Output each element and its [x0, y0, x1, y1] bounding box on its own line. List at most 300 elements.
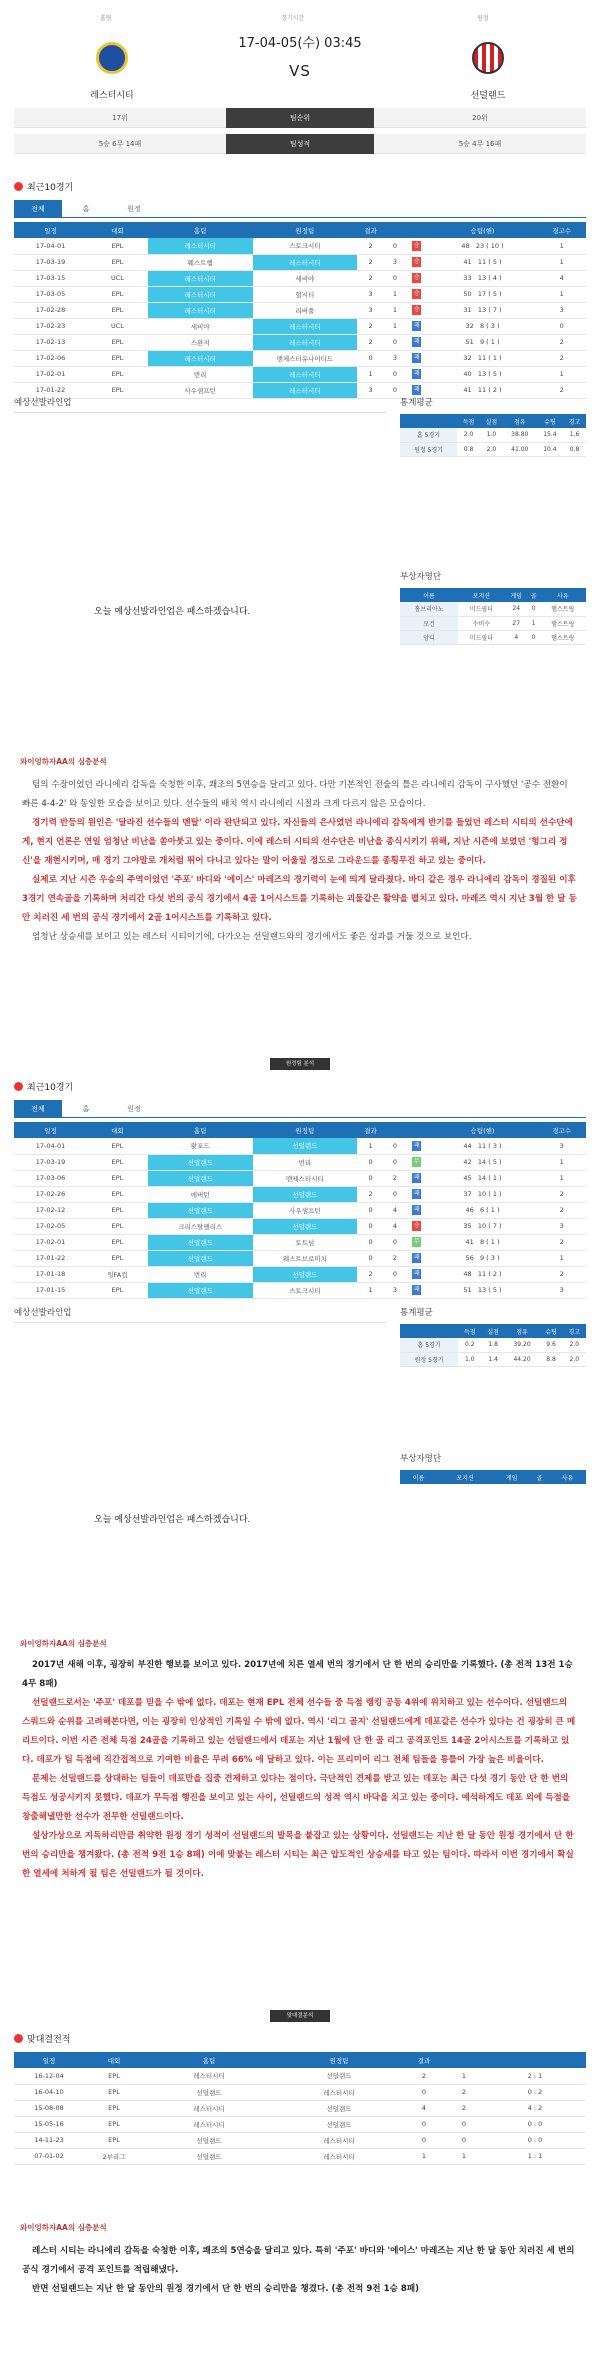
competition: EPL [87, 1250, 148, 1266]
possession: 51 [463, 1286, 472, 1294]
result-badge: 패 [413, 1254, 420, 1261]
result-badge: 패 [413, 322, 420, 329]
tab-all[interactable]: 전체 [14, 1100, 62, 1118]
home-team-cell[interactable]: 레스터시티 [144, 2100, 274, 2116]
result-badge: 승 [413, 258, 420, 265]
result-cell [406, 238, 428, 254]
home-team-cell[interactable]: 레스터시티 [144, 2068, 274, 2084]
column-header: 원정팀 [274, 2052, 404, 2068]
result-cell [406, 366, 428, 382]
home-recent-tabs [14, 200, 586, 218]
score-away: 4 [384, 1218, 406, 1234]
shots: 17 ( 5 ) [477, 290, 502, 298]
column-header: 득점 [458, 1324, 481, 1338]
section-bullet-icon [14, 1082, 23, 1091]
competition: EPL [87, 1138, 148, 1154]
cards: 2 [537, 334, 586, 350]
result-cell [406, 1250, 428, 1266]
column-header: 슈팅 [539, 1324, 562, 1338]
away-team-cell[interactable]: 레스터시티 [253, 334, 358, 350]
match-date: 17-01-22 [14, 382, 87, 398]
result-badge: 패 [413, 1141, 420, 1149]
result-badge: 패 [413, 1190, 420, 1197]
stat-cell: 10.4 [537, 442, 563, 456]
shots: 10 ( 1 ) [477, 1190, 502, 1198]
column-header: 포지션 [437, 1470, 493, 1484]
column-header: 결과 [357, 1122, 384, 1138]
injury-cell: 0 [528, 630, 540, 644]
home-analysis [22, 776, 578, 947]
column-header: 결과 [404, 2052, 444, 2068]
table-row[interactable] [14, 2116, 586, 2132]
away-team-cell[interactable]: 스토크시티 [253, 238, 358, 254]
away-team-cell[interactable]: 리버풀 [253, 302, 358, 318]
away-team-cell[interactable]: 사우샘프턴 [253, 1202, 358, 1218]
home-team-cell[interactable]: 선덜랜드 [148, 1282, 253, 1298]
shots: 14 ( 5 ) [477, 1158, 502, 1166]
shots: 10 ( 7 ) [477, 1222, 502, 1230]
possession: 46 [465, 1206, 474, 1214]
column-header: 골 [530, 1470, 549, 1484]
competition: EPL [87, 1170, 148, 1186]
table-row[interactable] [14, 334, 586, 350]
possession: 51 [465, 338, 474, 346]
score-home: 0 [404, 2132, 444, 2148]
cards: 1 [537, 1154, 586, 1170]
competition: EPL [87, 1186, 148, 1202]
column-header: 실점 [481, 1324, 504, 1338]
away-team-cell[interactable]: 레스터시티 [253, 382, 358, 398]
tab-away[interactable]: 원정 [127, 205, 141, 213]
home-team-name[interactable]: 레스터시티 [90, 91, 134, 101]
home-label: 홈팀 [100, 15, 112, 22]
competition: EPL [84, 2068, 144, 2084]
result-badge: 패 [413, 1270, 420, 1277]
away-team-cell[interactable]: 레스터시티 [253, 318, 358, 334]
away-lineup-title: 예상선발라인업 [14, 1308, 72, 1318]
score-away: 0 [384, 366, 406, 382]
score-away: 0 [384, 1266, 406, 1282]
away-team-cell[interactable]: 선덜랜드 [253, 1218, 358, 1234]
result-cell [406, 254, 428, 270]
cards: 2 [537, 1234, 586, 1250]
competition: EPL [87, 382, 148, 398]
table-row[interactable] [14, 1202, 586, 1218]
h2h-divider: 맞대결분석 [270, 2010, 330, 2022]
column-header: 이름 [400, 588, 458, 602]
odds-cell [428, 1282, 538, 1298]
table-row[interactable] [14, 1186, 586, 1202]
table-row[interactable] [14, 1250, 586, 1266]
away-team-cell[interactable]: 레스터시티 [253, 254, 358, 270]
table-row [400, 1352, 586, 1366]
score-home: 1 [357, 366, 384, 382]
away-team-cell[interactable]: 레스터시티 [253, 366, 358, 382]
away-team-cell[interactable]: 맨체스터시티 [253, 1170, 358, 1186]
result-badge: 무 [413, 1158, 420, 1165]
competition: 2부리그 [84, 2148, 144, 2164]
away-team-cell[interactable]: 선덜랜드 [274, 2116, 404, 2132]
match-date: 17-02-13 [14, 334, 87, 350]
home-team-cell[interactable]: 사우샘프턴 [148, 382, 253, 398]
away-team-cell[interactable]: 웨스트브로미치 [253, 1250, 358, 1266]
competition: EPL [87, 350, 148, 366]
injury-cell: 미드필더 [458, 602, 505, 616]
shots: 11 ( 3 ) [477, 1141, 502, 1150]
home-analysis-paragraph: 경기력 반등의 원인은 '달라진 선수들의 멘탈' 이라 판단되고 있다. 자신들의 은사였던 라니에리 감독에게 반기를 들었던 레스터 시티의 선수단에게, 현지 언론은 연일 엄청난 비난을 쏟아붓고 있는 중이다. 이에 레스터 시티의 선수단은 비난을 종식시키기 위해, 지난 시즌에 보였던 '헝그리 정신'을 재현시키며, 매 경기 그야말로 개처럼 뛰어 다니고 있다는 말이 어울릴 정도로 그라운드를 종횡무진 하고 있는 중이다. [22, 818, 573, 866]
column-header: 경고 [563, 414, 586, 428]
away-label: 원정 [477, 15, 489, 22]
competition: EPL [87, 1202, 148, 1218]
table-row[interactable] [14, 2100, 586, 2116]
away-analysis-paragraph: 설상가상으로 지독하리만큼 취약한 원정 경기 성적이 선덜랜드의 발목을 붙잡고 있는 상황이다. 선덜랜드는 지난 한 달 동안 원정 경기에서 단 한 번의 승리만을 챙겨왔다. (총 전적 9전 1승 8패) 이에 맞붙는 레스터 시티는 최근 압도적인 상승세를 타고 있는 팀이다. 따라서 이번 경기에서 확실한 열세에 처하게 될 팀은 선덜랜드가 될 것이다. [22, 1831, 574, 1879]
result-cell [406, 1234, 428, 1250]
home-stats-table [400, 414, 586, 457]
cards: 2 [537, 1266, 586, 1282]
match-date: 17-03-15 [14, 270, 87, 286]
table-row[interactable] [14, 1138, 586, 1154]
home-team-cell[interactable]: 레스터시티 [148, 238, 253, 254]
cards: 1 [537, 238, 586, 254]
score-away: 0 [444, 2132, 484, 2148]
result-cell [406, 1186, 428, 1202]
result-cell [406, 1218, 428, 1234]
column-header [444, 2052, 484, 2068]
odds-cell [428, 318, 538, 334]
odds-cell [428, 1250, 538, 1266]
cards: 2 [537, 350, 586, 366]
column-header: 실점 [480, 414, 503, 428]
record-label: 팀성적 [226, 134, 374, 154]
cards: 2 [537, 382, 586, 398]
score-away: 1 [444, 2068, 484, 2084]
away-team-cell[interactable]: 선덜랜드 [253, 1186, 358, 1202]
tab-home[interactable]: 홈 [82, 1105, 90, 1113]
match-date: 17-02-23 [14, 318, 87, 334]
h2h-analysis-paragraph: 반면 선덜랜드는 지난 한 달 동안의 원정 경기에서 단 한 번의 승리만을 챙겼다. (총 전적 9전 1승 8패) [32, 2284, 420, 2294]
tab-home[interactable]: 홈 [82, 205, 90, 213]
away-recent-table [14, 1122, 586, 1299]
stat-cell: 15.4 [537, 428, 563, 442]
competition: EPL [87, 1282, 148, 1298]
possession: 40 [463, 370, 472, 378]
competition: UCL [87, 270, 148, 286]
table-row[interactable] [14, 2068, 586, 2084]
cards: 3 [537, 302, 586, 318]
away-team-cell[interactable]: 맨체스터유나이티드 [253, 350, 358, 366]
home-team-cell[interactable]: 선덜랜드 [148, 1154, 253, 1170]
competition: EPL [87, 334, 148, 350]
home-team-cell[interactable]: 레스터시티 [144, 2116, 274, 2132]
away-team-cell[interactable]: 선덜랜드 [253, 1266, 358, 1282]
score-away: 0 [384, 1186, 406, 1202]
home-team-cell[interactable]: 선덜랜드 [144, 2148, 274, 2164]
table-row[interactable] [14, 238, 586, 254]
column-header [406, 222, 428, 238]
away-team-cell[interactable]: 레스터시티 [274, 2148, 404, 2164]
cards: 2 [537, 1186, 586, 1202]
competition: UCL [87, 318, 148, 334]
table-row[interactable] [14, 1154, 586, 1170]
column-header: 승팀(핸) [428, 1122, 538, 1138]
away-recent-title: 최근10경기 [14, 1080, 73, 1093]
column-header: 대회 [84, 2052, 144, 2068]
home-analysis-title: 와이엉하자AA의 심층분석 [20, 757, 107, 766]
away-team-cell[interactable]: 번리 [253, 1154, 358, 1170]
home-team-cell[interactable]: 번리 [148, 1266, 253, 1282]
home-team-cell[interactable]: 선덜랜드 [148, 1234, 253, 1250]
away-team-cell[interactable]: 세비야 [253, 270, 358, 286]
column-header: 홈팀 [148, 222, 253, 238]
stat-cell: 1.0 [458, 1352, 481, 1366]
score-home: 0 [404, 2116, 444, 2132]
table-row[interactable] [14, 302, 586, 318]
score-away: 0 [384, 270, 406, 286]
away-team-name[interactable]: 선덜랜드 [470, 91, 506, 101]
home-team-cell[interactable]: 선덜랜드 [148, 1202, 253, 1218]
result-cell [406, 1282, 428, 1298]
result-badge: 패 [413, 1286, 420, 1293]
h2h-table [14, 2052, 586, 2165]
score-home: 2 [404, 2068, 444, 2084]
away-analysis-paragraph: 선덜랜드로서는 '주포' 데포를 믿을 수 밖에 없다. 데포는 현재 EPL 전체 선수들 중 득점 랭킹 공동 4위에 위치하고 있는 선수이다. 선덜랜드의 스쿼드와 순위를 고려해본다면, 이는 굉장히 인상적인 기록일 수 밖에 없다. 역시 '리그 골지' 선덜랜드에게 데포같은 선수가 있다는 건 굉장히 큰 메리트이다. 이번 시즌 전체 득점 24골을 기록하고 있는 선덜랜드에서 데포는 지난 1월에 단 한 골 리그 공격포인트 14골 2어시스트를 기록하고 있다. 데포가 팀 득점에 직간접적으로 기여한 비율은 무려 66% 에 달하고 있다. 이는 프리미어 리그 전체 팀들을 통틀어 가장 높은 비율이다. [22, 1698, 576, 1765]
table-row[interactable] [14, 286, 586, 302]
injury-cell: 24 [505, 602, 528, 616]
result-cell [406, 286, 428, 302]
score-away: 3 [384, 1282, 406, 1298]
column-header: 경고 [563, 1324, 586, 1338]
away-team-cell[interactable]: 선덜랜드 [274, 2100, 404, 2116]
shots: 6 ( 1 ) [479, 1206, 500, 1214]
shots: 11 ( 2 ) [477, 1270, 502, 1278]
divider [14, 412, 386, 413]
possession: 41 [465, 1238, 474, 1246]
match-date: 16-04-10 [14, 2084, 84, 2100]
stat-cell: 2.0 [457, 428, 480, 442]
injury-cell: 햄스트링 [540, 616, 587, 630]
score-home: 0 [404, 2084, 444, 2100]
column-header: 점유 [505, 1324, 540, 1338]
shots: 9 ( 1 ) [479, 338, 500, 346]
column-header: 홈팀 [144, 2052, 274, 2068]
home-team-cell[interactable]: 선덜랜드 [148, 1250, 253, 1266]
home-team-cell[interactable]: 레스터시티 [148, 302, 253, 318]
home-team-cell[interactable]: 왓포드 [148, 1138, 253, 1154]
competition: EPL [87, 254, 148, 270]
injury-cell: 암디 [400, 630, 458, 644]
possession: 41 [463, 258, 472, 266]
cards: 2 [537, 1202, 586, 1218]
injury-cell: 햄스트링 [540, 602, 587, 616]
table-row[interactable] [14, 1218, 586, 1234]
final-score: 1 : 1 [484, 2148, 586, 2164]
match-date: 17-02-28 [14, 302, 87, 318]
home-lineup-title: 예상선발라인업 [14, 398, 72, 408]
table-row[interactable] [14, 318, 586, 334]
column-header: 슈팅 [537, 414, 563, 428]
away-team-cell[interactable]: 레스터시티 [274, 2084, 404, 2100]
column-header: 일정 [14, 2052, 84, 2068]
column-header: 승팀(핸) [428, 222, 538, 238]
match-date: 15-08-08 [14, 2100, 84, 2116]
stat-cell: 39.20 [505, 1338, 540, 1352]
table-header-row [14, 1122, 586, 1138]
stat-cell: 0.8 [457, 442, 480, 456]
cards: 1 [537, 366, 586, 382]
home-team-cell[interactable]: 선덜랜드 [144, 2132, 274, 2148]
away-team-cell[interactable]: 선덜랜드 [274, 2068, 404, 2084]
section-bullet-icon [14, 2034, 23, 2043]
match-date: 17-03-05 [14, 286, 87, 302]
column-header [384, 1122, 406, 1138]
result-badge: 승 [413, 1222, 420, 1229]
away-team-cell[interactable]: 스토크시티 [253, 1282, 358, 1298]
column-header: 게임 [505, 588, 528, 602]
table-row[interactable] [14, 2132, 586, 2148]
home-team-cell[interactable]: 스완지 [148, 334, 253, 350]
possession: 32 [465, 322, 474, 330]
score-home: 3 [357, 382, 384, 398]
stat-cell: 9.6 [539, 1338, 562, 1352]
column-header: 결과 [357, 222, 384, 238]
tab-away[interactable]: 원정 [127, 1105, 141, 1113]
away-stats-table [400, 1324, 586, 1367]
shots: 11 ( 2 ) [477, 386, 502, 394]
score-home: 2 [357, 334, 384, 350]
stat-cell: 2.0 [563, 1338, 586, 1352]
table-header-row [14, 222, 586, 238]
home-team-cell[interactable]: 크리스탈팰리스 [148, 1218, 253, 1234]
column-header: 이름 [400, 1470, 437, 1484]
home-team-cell[interactable]: 에버턴 [148, 1186, 253, 1202]
cards: 0 [537, 318, 586, 334]
odds-cell [428, 1202, 538, 1218]
away-team-cell[interactable]: 토트넘 [253, 1234, 358, 1250]
tab-all[interactable]: 전체 [14, 200, 62, 218]
stat-cell: 2.0 [480, 442, 503, 456]
score-away: 4 [384, 1202, 406, 1218]
home-team-cell[interactable]: 레스터시티 [148, 270, 253, 286]
shots: 13 ( 7 ) [477, 306, 502, 314]
away-analysis-title: 와이엉하자AA의 심층분석 [20, 1639, 107, 1648]
column-header: 점유 [503, 414, 537, 428]
table-row[interactable] [14, 382, 586, 398]
away-team-cell[interactable]: 선덜랜드 [253, 1138, 358, 1154]
away-rank: 20위 [374, 108, 586, 128]
score-home: 1 [404, 2148, 444, 2164]
odds-cell [428, 1154, 538, 1170]
home-record: 5승 6무 14패 [14, 134, 226, 154]
table-row[interactable] [14, 2148, 586, 2164]
column-header: 일정 [14, 1122, 87, 1138]
result-cell [406, 318, 428, 334]
odds-cell [428, 1234, 538, 1250]
away-analysis-paragraph: 2017년 새해 이후, 굉장히 부진한 행보를 보이고 있다. 2017년에 치른 열세 번의 경기에서 단 한 번의 승리만을 기록했다. (총 전적 13전 1승 4무 8패) [22, 1660, 573, 1689]
match-date: 07-01-02 [14, 2148, 84, 2164]
column-header: 사유 [540, 588, 587, 602]
match-date: 14-11-23 [14, 2132, 84, 2148]
possession: 56 [465, 1254, 474, 1262]
home-team-cell[interactable]: 레스터시티 [148, 350, 253, 366]
competition: EPL [87, 1218, 148, 1234]
away-analysis-divider: 원정팀 분석 [270, 1058, 330, 1070]
injury-cell: 수비수 [458, 616, 505, 630]
home-lineup-notice: 오늘 예상선발라인업은 패스하겠습니다. [94, 607, 251, 617]
stat-cell: 0.2 [458, 1338, 481, 1352]
away-stats-title: 통계평균 [400, 1308, 433, 1318]
home-team-cell[interactable]: 레스터시티 [148, 286, 253, 302]
table-row[interactable] [14, 2084, 586, 2100]
away-record: 5승 4무 16패 [374, 134, 586, 154]
home-team-cell[interactable]: 선덜랜드 [144, 2084, 274, 2100]
table-row[interactable] [14, 1282, 586, 1298]
score-home: 3 [357, 286, 384, 302]
odds-cell [428, 1218, 538, 1234]
column-header: 홈팀 [148, 1122, 253, 1138]
table-header-row [14, 2052, 586, 2068]
competition: EPL [84, 2084, 144, 2100]
match-date: 17-01-15 [14, 1282, 87, 1298]
odds-cell [428, 1186, 538, 1202]
table-row[interactable] [14, 1170, 586, 1186]
score-home: 2 [357, 1266, 384, 1282]
match-date: 17-02-26 [14, 1186, 87, 1202]
match-date: 17-01-18 [14, 1266, 87, 1282]
home-team-cell[interactable]: 세비야 [148, 318, 253, 334]
column-header: 대회 [87, 1122, 148, 1138]
h2h-title: 맞대결전적 [14, 2032, 70, 2045]
match-date: 17-03-19 [14, 254, 87, 270]
table-row[interactable] [14, 366, 586, 382]
score-home: 0 [357, 1250, 384, 1266]
competition: EPL [87, 238, 148, 254]
table-row[interactable] [14, 270, 586, 286]
score-away: 1 [384, 318, 406, 334]
match-date: 17-02-01 [14, 1234, 87, 1250]
home-team-cell[interactable]: 웨스트햄 [148, 254, 253, 270]
column-header: 일정 [14, 222, 87, 238]
table-row[interactable] [14, 254, 586, 270]
table-row[interactable] [14, 1266, 586, 1282]
score-home: 3 [357, 302, 384, 318]
shots: 23 ( 10 ) [475, 241, 504, 250]
possession: 44 [463, 1141, 472, 1150]
match-date: 17-04-01 [14, 238, 87, 254]
result-badge: 패 [413, 354, 420, 361]
table-row[interactable] [14, 1234, 586, 1250]
away-team-cell[interactable]: 레스터시티 [274, 2132, 404, 2148]
possession: 37 [463, 1190, 472, 1198]
stat-cell: 44.20 [505, 1352, 540, 1366]
result-cell [406, 270, 428, 286]
odds-cell [428, 382, 538, 398]
column-header [400, 414, 457, 428]
score-home: 2 [357, 318, 384, 334]
match-date: 17-02-01 [14, 366, 87, 382]
home-team-cell[interactable]: 번리 [148, 366, 253, 382]
result-cell [406, 1154, 428, 1170]
stat-cell: 8.8 [539, 1352, 562, 1366]
result-badge: 승 [413, 290, 420, 297]
shots: 14 ( 1 ) [477, 1174, 502, 1182]
result-cell [406, 334, 428, 350]
possession: 33 [463, 274, 472, 282]
home-team-cell[interactable]: 선덜랜드 [148, 1170, 253, 1186]
section-bullet-icon [14, 182, 23, 191]
table-row[interactable] [14, 350, 586, 366]
away-team-cell[interactable]: 헐시티 [253, 286, 358, 302]
match-date: 17-02-12 [14, 1202, 87, 1218]
